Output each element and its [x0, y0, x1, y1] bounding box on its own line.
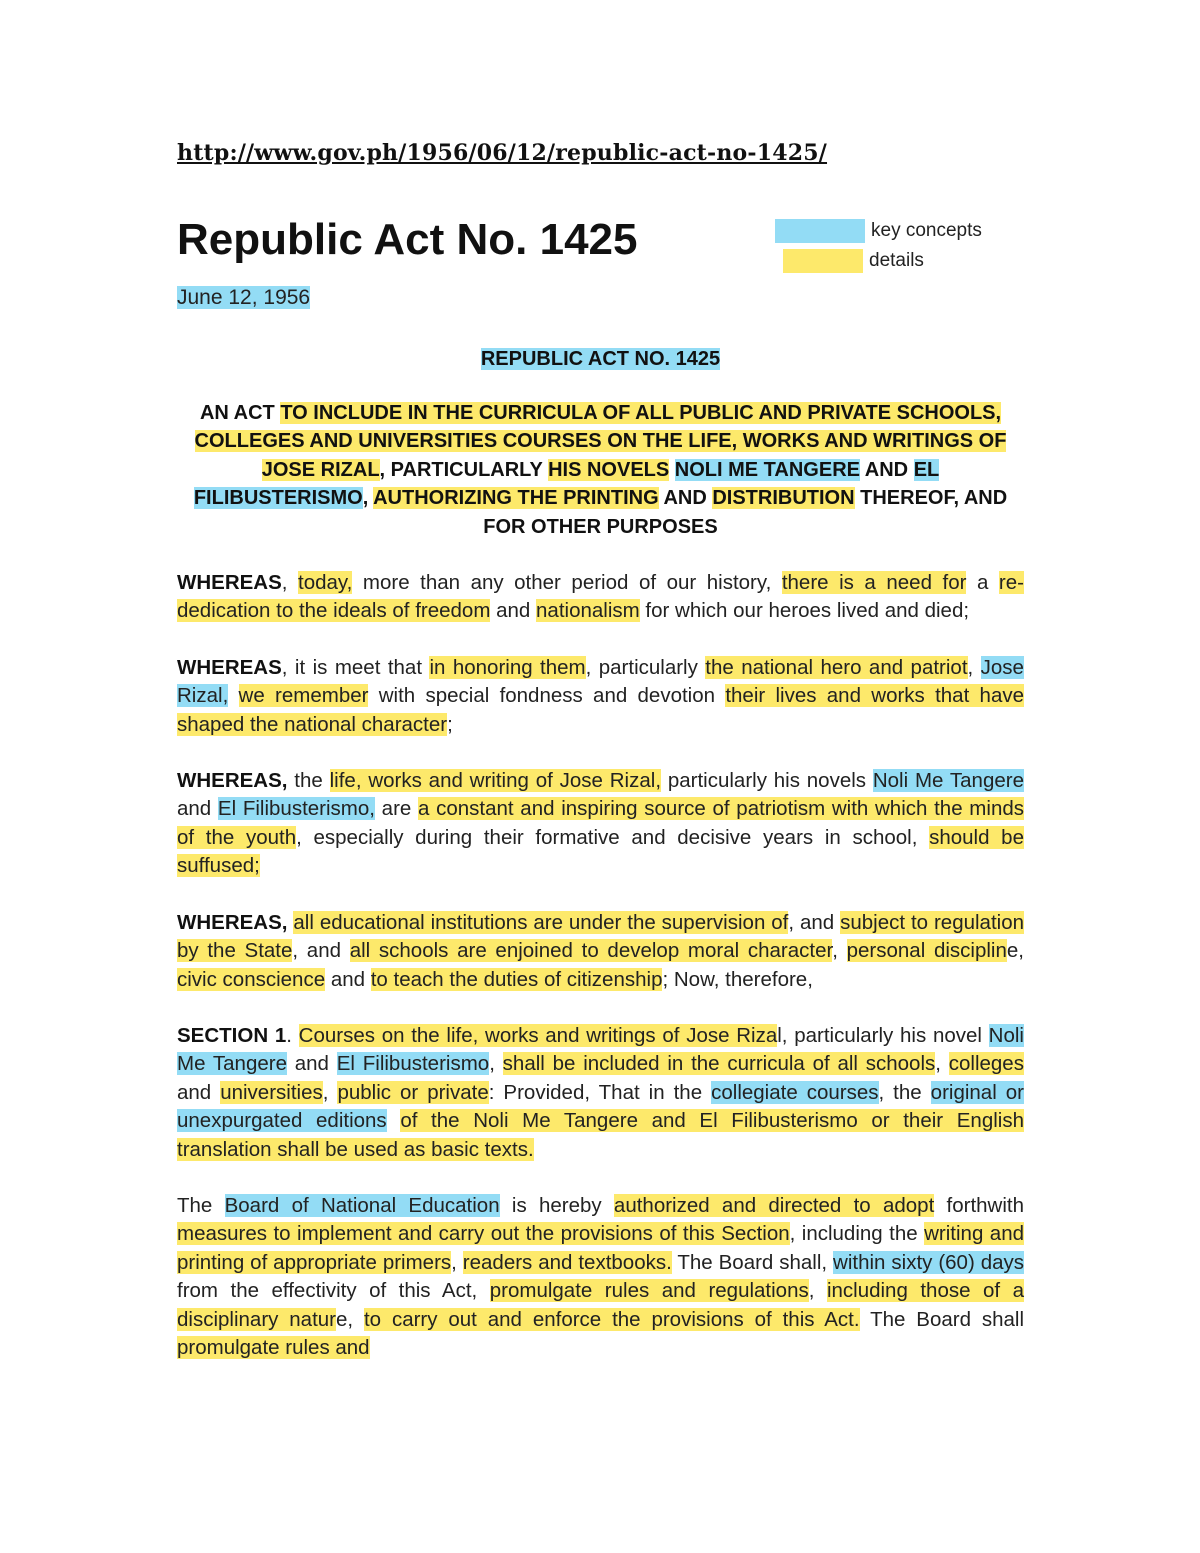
key-concept-highlight: Board of National Education	[224, 1193, 500, 1217]
key-concept-highlight: within sixty (60) days	[833, 1250, 1024, 1274]
text-run: , it is meet that	[281, 655, 430, 679]
text-run: ;	[447, 712, 453, 736]
text-run: AN ACT	[199, 402, 281, 424]
source-url-line	[177, 140, 1024, 176]
detail-highlight: all schools are enjoined to develop moral character	[349, 939, 833, 963]
detail-highlight: DISTRIBUTION	[712, 487, 855, 510]
key-concept-highlight: El Filibusterismo,	[217, 797, 375, 821]
text-run: e,	[1006, 939, 1024, 963]
act-heading: REPUBLIC ACT NO. 1425	[480, 348, 721, 370]
legend-label-details: details	[869, 250, 924, 271]
text-run: a	[966, 571, 999, 595]
detail-highlight: all educational institutions are under the supervision of	[293, 910, 789, 934]
clause-keyword: SECTION 1	[177, 1023, 287, 1047]
title-row	[177, 212, 1024, 282]
text-run	[387, 1109, 401, 1132]
clause-keyword: WHEREAS,	[177, 910, 288, 934]
key-concept-highlight: original or unexpurgated editions	[177, 1080, 1024, 1133]
key-concept-highlight: Noli Me Tangere	[177, 1023, 1024, 1076]
text-run: ,	[832, 939, 847, 963]
text-run: ,	[967, 655, 981, 679]
text-run: THEREOF, AND FOR OTHER PURPOSES	[483, 487, 1008, 538]
clause-keyword: WHEREAS,	[177, 769, 288, 793]
key-concept-highlight: EL FILIBUSTERISMO	[193, 458, 940, 510]
text-run	[669, 459, 675, 481]
detail-highlight: readers and textbooks.	[462, 1250, 672, 1274]
text-run: The	[177, 1193, 225, 1217]
clause-keyword: WHEREAS	[177, 655, 282, 679]
detail-highlight: their lives and works that have shaped the national character	[177, 684, 1025, 736]
text-run: , PARTICULARLY	[379, 458, 549, 481]
detail-highlight: nationalism	[536, 599, 640, 623]
text-run: more than any other period of our history,	[352, 571, 782, 595]
text-run: AND	[658, 487, 713, 510]
source-url-link[interactable]: http://www.gov.ph/1956/06/12/republic-act-no-1425/	[177, 140, 828, 166]
text-run: : Provided, That in the	[488, 1080, 712, 1104]
text-run: .	[286, 1023, 299, 1047]
detail-highlight: Courses on the life, works and writings of Jose Riza	[298, 1023, 778, 1047]
detail-highlight: should be suffused;	[177, 825, 1024, 878]
text-run: The Board shall,	[671, 1250, 834, 1274]
text-run: ,	[362, 487, 374, 510]
text-run: , and	[788, 910, 841, 934]
text-run: ,	[808, 1279, 827, 1303]
legend-item-details	[775, 246, 982, 276]
detail-highlight: AUTHORIZING THE PRINTING	[373, 487, 659, 510]
text-run: , especially during their formative and decisive years in school,	[296, 825, 930, 849]
text-run: forthwith	[934, 1193, 1025, 1217]
text-run: and	[286, 1052, 337, 1076]
legend-item-key-concepts	[775, 216, 982, 246]
text-run: , the	[878, 1080, 931, 1104]
detail-highlight: personal disciplin	[846, 939, 1007, 963]
section-1-paragraph	[177, 1022, 1024, 1164]
detail-highlight: public or private	[337, 1080, 489, 1104]
key-concept-highlight: El Filibusterismo	[336, 1052, 490, 1076]
board-paragraph	[177, 1192, 1024, 1362]
text-run: ; Now, therefore,	[662, 967, 813, 991]
detail-highlight: HIS NOVELS	[548, 458, 670, 481]
key-concept-highlight: NOLI ME TANGERE	[674, 458, 860, 481]
text-run: and	[177, 797, 218, 821]
text-run: ,	[935, 1052, 949, 1076]
detail-highlight: a constant and inspiring source of patriotism with which the minds of the youth	[177, 797, 1024, 849]
highlight-legend	[775, 216, 982, 276]
detail-highlight: writing and printing of appropriate primers	[177, 1222, 1025, 1274]
detail-highlight: TO INCLUDE IN THE CURRICULA OF ALL PUBLIC AND PRIVATE SCHOOLS, COLLEGES AND UNIVERSITIES COURSES ON THE LIFE, WORKS AND WRITINGS OF JOSE RIZAL	[194, 402, 1007, 481]
detail-highlight: in honoring them	[429, 655, 586, 679]
whereas-paragraph-1	[177, 569, 1024, 626]
detail-highlight: to carry out and enforce the provisions of this Act.	[363, 1307, 860, 1331]
detail-highlight: measures to implement and carry out the provisions of this Section	[177, 1222, 790, 1246]
document-date-line	[177, 286, 1024, 320]
document-date: June 12, 1956	[177, 286, 311, 309]
text-run: , particularly	[585, 655, 706, 679]
whereas-paragraph-4	[177, 909, 1024, 994]
act-heading-line	[177, 348, 1024, 371]
text-run: particularly his novels	[661, 769, 873, 793]
text-run: AND	[859, 458, 914, 481]
detail-highlight: we remember	[238, 684, 369, 708]
text-run: e,	[336, 1307, 364, 1331]
detail-highlight: promulgate rules and	[177, 1335, 370, 1359]
detail-highlight: today,	[298, 571, 353, 595]
text-run: l, particularly his novel	[777, 1023, 989, 1047]
key-concept-highlight: Jose Rizal,	[177, 655, 1024, 708]
whereas-paragraph-3	[177, 767, 1024, 881]
clause-keyword: WHEREAS	[177, 571, 282, 595]
text-run: the	[287, 769, 330, 793]
detail-highlight: colleges	[948, 1052, 1024, 1076]
detail-highlight: including those of a disciplinary natur	[177, 1279, 1024, 1331]
detail-highlight: authorized and directed to adopt	[613, 1193, 935, 1217]
detail-highlight: the national hero and patriot	[705, 655, 968, 679]
detail-highlight: of the Noli Me Tangere and El Filibusterismo or their English translation shall be used as basic texts.	[177, 1109, 1024, 1161]
text-run: The Board shall	[859, 1307, 1025, 1331]
detail-highlight: re-dedication to the ideals of freedom	[177, 571, 1024, 623]
document-title: Republic Act No. 1425	[177, 215, 638, 264]
text-run: from the effectivity of this Act,	[177, 1279, 490, 1303]
detail-highlight: shall be included in the curricula of all schools	[502, 1052, 936, 1076]
text-run: and	[490, 599, 537, 623]
key-concept-highlight: Noli Me Tangere	[872, 769, 1024, 793]
details-swatch	[783, 249, 863, 273]
text-run: is hereby	[499, 1193, 614, 1217]
text-run: ,	[281, 571, 299, 595]
text-run: ,	[489, 1052, 503, 1076]
text-run: and	[325, 967, 371, 991]
detail-highlight: subject to regulation by the State	[177, 910, 1025, 963]
text-run: with special fondness and devotion	[368, 684, 726, 708]
detail-highlight: civic conscience	[177, 967, 326, 991]
text-run: are	[374, 797, 419, 821]
detail-highlight: there is a need for	[781, 571, 967, 595]
text-run: ,	[451, 1250, 463, 1274]
text-run: , and	[292, 939, 350, 963]
detail-highlight: to teach the duties of citizenship	[370, 967, 663, 991]
text-run: for which our heroes lived and died;	[639, 599, 970, 623]
text-run: , including the	[789, 1222, 925, 1246]
key-concepts-swatch	[775, 219, 865, 243]
whereas-paragraph-2	[177, 654, 1024, 739]
key-concept-highlight: collegiate courses	[711, 1080, 879, 1104]
text-run: and	[177, 1080, 221, 1104]
detail-highlight: promulgate rules and regulations	[489, 1279, 809, 1303]
legend-label-key-concepts: key concepts	[871, 220, 982, 241]
detail-highlight: universities	[220, 1080, 323, 1104]
text-run	[228, 684, 238, 707]
detail-highlight: life, works and writing of Jose Rizal,	[329, 769, 662, 793]
text-run: ,	[322, 1080, 338, 1104]
act-full-title	[177, 399, 1024, 541]
document-content	[177, 140, 1024, 1362]
